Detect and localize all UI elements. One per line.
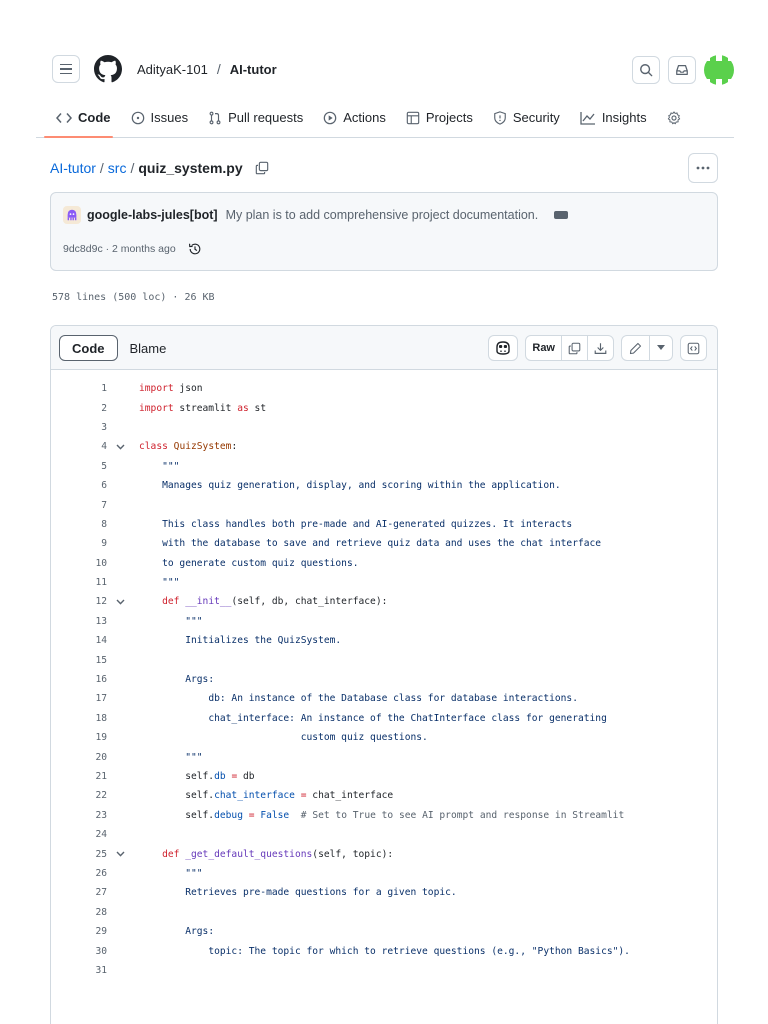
code-text: topic: The topic for which to retrieve questions (e.g., "Python Basics"). — [208, 945, 630, 957]
code-line — [51, 709, 717, 728]
pull-request-icon — [208, 111, 222, 125]
line-number[interactable]: 15 — [95, 654, 107, 666]
code-text: """ — [185, 867, 203, 879]
code-text: Args: — [185, 674, 215, 686]
expand-commit-message-button[interactable] — [554, 211, 568, 219]
code-line — [51, 864, 717, 883]
code-body — [51, 370, 717, 980]
code-text: """ — [185, 751, 203, 763]
line-number[interactable]: 2 — [101, 402, 107, 414]
breadcrumb-separator: / — [99, 160, 104, 176]
latest-commit-box — [50, 192, 718, 271]
line-number[interactable]: 6 — [101, 480, 107, 492]
line-number[interactable]: 14 — [95, 635, 107, 647]
table-icon — [406, 111, 420, 125]
search-icon — [639, 63, 653, 77]
code-line — [51, 806, 717, 825]
line-number[interactable]: 13 — [95, 615, 107, 627]
code-line — [51, 631, 717, 650]
code-line — [51, 786, 717, 805]
code-line — [51, 670, 717, 689]
repo-name-link[interactable]: AI-tutor — [229, 61, 277, 77]
line-number[interactable]: 18 — [95, 712, 107, 724]
copy-icon — [568, 342, 581, 355]
file-name: quiz_system.py — [138, 160, 243, 176]
code-line — [51, 573, 717, 592]
tab-label: Pull requests — [228, 110, 304, 125]
line-number[interactable]: 3 — [101, 421, 107, 433]
copy-raw-button[interactable] — [562, 336, 588, 360]
line-number[interactable]: 1 — [101, 383, 107, 395]
line-number[interactable]: 9 — [101, 538, 107, 550]
code-line — [51, 612, 717, 631]
code-text: class QuizSystem: — [139, 441, 238, 453]
tab-label: Actions — [343, 110, 386, 125]
raw-button[interactable]: Raw — [526, 336, 562, 360]
repo-nav — [36, 98, 734, 138]
code-text: import streamlit as st — [139, 402, 267, 414]
breadcrumb-separator: / — [130, 160, 135, 176]
tab-code[interactable] — [36, 98, 121, 137]
issue-icon — [131, 111, 145, 125]
code-line — [51, 554, 717, 573]
code-line — [51, 922, 717, 941]
line-number[interactable]: 31 — [95, 964, 107, 976]
search-button[interactable] — [632, 56, 660, 84]
download-icon — [594, 342, 607, 355]
tab-label: Projects — [425, 110, 473, 125]
line-number[interactable]: 17 — [95, 693, 107, 705]
code-line — [51, 379, 717, 398]
commit-message[interactable]: My plan is to add comprehensive project documentation. — [225, 208, 539, 222]
tab-label: Insights — [601, 110, 647, 125]
code-line — [51, 437, 717, 456]
code-text: with the database to save and retrieve quiz data and uses the chat interface — [162, 538, 602, 550]
code-line — [51, 728, 717, 747]
code-text: Retrieves pre-made questions for a given topic. — [185, 887, 457, 899]
identicon-icon — [704, 55, 734, 85]
inbox-icon — [675, 63, 689, 77]
code-viewer — [50, 325, 718, 1024]
file-info: 578 lines (500 loc) · 26 KB — [52, 292, 215, 303]
line-number[interactable]: 23 — [95, 809, 107, 821]
edit-actions-group — [621, 335, 673, 361]
code-text: """ — [162, 460, 180, 472]
code-text: Manages quiz generation, display, and scoring within the application. — [162, 480, 561, 492]
github-logo-icon[interactable] — [94, 55, 122, 83]
line-number[interactable]: 29 — [95, 926, 107, 938]
tab-label: Security — [512, 110, 560, 125]
fold-chevron-icon[interactable] — [107, 444, 133, 450]
code-view-button[interactable]: Code — [59, 335, 118, 361]
code-text: """ — [162, 577, 180, 589]
code-line — [51, 495, 717, 514]
code-text: self.debug = False # Set to True to see AI prompt and response in Streamlit — [139, 809, 625, 821]
line-number[interactable]: 16 — [95, 674, 107, 686]
code-text: Args: — [185, 926, 215, 938]
code-text: to generate custom quiz questions. — [162, 557, 359, 569]
menu-button[interactable] — [52, 55, 80, 83]
line-number[interactable]: 26 — [95, 867, 107, 879]
line-number[interactable]: 19 — [95, 732, 107, 744]
code-line — [51, 961, 717, 980]
user-avatar[interactable] — [704, 55, 734, 85]
code-line — [51, 825, 717, 844]
code-text: import json — [139, 383, 203, 395]
tab-actions[interactable] — [313, 98, 396, 137]
line-number[interactable]: 25 — [95, 848, 107, 860]
code-line — [51, 883, 717, 902]
bot-avatar[interactable] — [63, 206, 81, 224]
line-number[interactable]: 8 — [101, 518, 107, 530]
repo-owner-link[interactable]: AdityaK-101 — [137, 61, 208, 77]
tab-settings[interactable] — [657, 98, 691, 137]
graph-icon — [580, 111, 596, 125]
code-line — [51, 903, 717, 922]
pencil-icon — [629, 342, 642, 355]
breadcrumb — [50, 160, 269, 176]
tab-projects[interactable] — [396, 98, 483, 137]
code-text: def _get_default_questions(self, topic): — [162, 848, 394, 860]
more-options-button[interactable] — [688, 153, 718, 183]
line-number[interactable]: 30 — [95, 945, 107, 957]
code-line — [51, 689, 717, 708]
blame-view-button[interactable]: Blame — [129, 340, 167, 356]
fold-chevron-icon[interactable] — [107, 599, 133, 605]
play-icon — [323, 111, 337, 125]
global-header — [36, 40, 734, 98]
line-number[interactable]: 28 — [95, 906, 107, 918]
raw-actions-group — [525, 335, 614, 361]
tab-label: Issues — [150, 110, 189, 125]
breadcrumb-dir-link[interactable]: src — [107, 160, 127, 176]
code-text: Initializes the QuizSystem. — [185, 635, 342, 647]
code-icon — [56, 112, 72, 124]
line-number[interactable]: 27 — [95, 887, 107, 899]
tab-pull-requests[interactable] — [198, 98, 313, 137]
view-toggle — [59, 335, 178, 361]
line-number[interactable]: 22 — [95, 790, 107, 802]
menu-icon — [60, 64, 72, 66]
tab-label: Code — [78, 110, 111, 125]
code-text: This class handles both pre-made and AI-generated quizzes. It interacts — [162, 518, 573, 530]
code-line — [51, 747, 717, 766]
breadcrumb-repo-link[interactable]: AI-tutor — [50, 160, 96, 176]
kebab-horizontal-icon — [696, 166, 710, 170]
triangle-down-icon — [657, 345, 665, 351]
code-square-icon — [687, 342, 700, 355]
code-text: def __init__(self, db, chat_interface): — [162, 596, 388, 608]
code-line — [51, 650, 717, 669]
code-viewer-header — [51, 326, 717, 370]
tab-insights[interactable] — [570, 98, 657, 137]
line-number[interactable]: 7 — [101, 499, 107, 511]
code-line — [51, 418, 717, 437]
edit-dropdown-button[interactable] — [650, 336, 672, 360]
shield-icon — [493, 111, 507, 125]
code-line — [51, 398, 717, 417]
line-number[interactable]: 12 — [95, 596, 107, 608]
code-line — [51, 941, 717, 960]
symbols-panel-button[interactable] — [680, 335, 707, 361]
line-number[interactable]: 21 — [95, 771, 107, 782]
history-icon[interactable] — [188, 242, 202, 256]
code-text: custom quiz questions. — [300, 732, 428, 744]
commit-author[interactable]: google-labs-jules[bot] — [87, 208, 218, 222]
line-number[interactable]: 24 — [95, 829, 107, 841]
inbox-button[interactable] — [668, 56, 696, 84]
code-text: self.db = db — [139, 771, 255, 782]
code-text: chat_interface: An instance of the ChatInterface class for generating — [208, 712, 607, 724]
line-number[interactable]: 10 — [95, 557, 107, 569]
code-line — [51, 457, 717, 476]
path-separator: / — [216, 61, 221, 77]
gear-icon — [667, 111, 681, 125]
line-number[interactable]: 20 — [95, 751, 107, 763]
commit-meta[interactable]: 9dc8d9c · 2 months ago — [63, 243, 176, 255]
copilot-button[interactable] — [488, 335, 518, 361]
octopus-bot-icon — [65, 208, 79, 222]
tab-issues[interactable] — [121, 98, 199, 137]
line-number[interactable]: 4 — [101, 441, 107, 453]
code-line — [51, 515, 717, 534]
line-number[interactable]: 5 — [101, 460, 107, 472]
fold-chevron-icon[interactable] — [107, 851, 133, 857]
line-number[interactable]: 11 — [95, 577, 107, 589]
copilot-icon — [495, 341, 511, 355]
edit-file-button[interactable] — [622, 336, 650, 360]
code-text: """ — [185, 615, 203, 627]
code-line — [51, 592, 717, 611]
tab-security[interactable] — [483, 98, 570, 137]
download-button[interactable] — [588, 336, 613, 360]
code-line — [51, 534, 717, 553]
code-text: db: An instance of the Database class for database interactions. — [208, 693, 578, 705]
code-line — [51, 844, 717, 863]
code-text: self.chat_interface = chat_interface — [139, 790, 394, 802]
code-line — [51, 476, 717, 495]
code-line — [51, 767, 717, 786]
copy-path-icon[interactable] — [255, 161, 269, 175]
